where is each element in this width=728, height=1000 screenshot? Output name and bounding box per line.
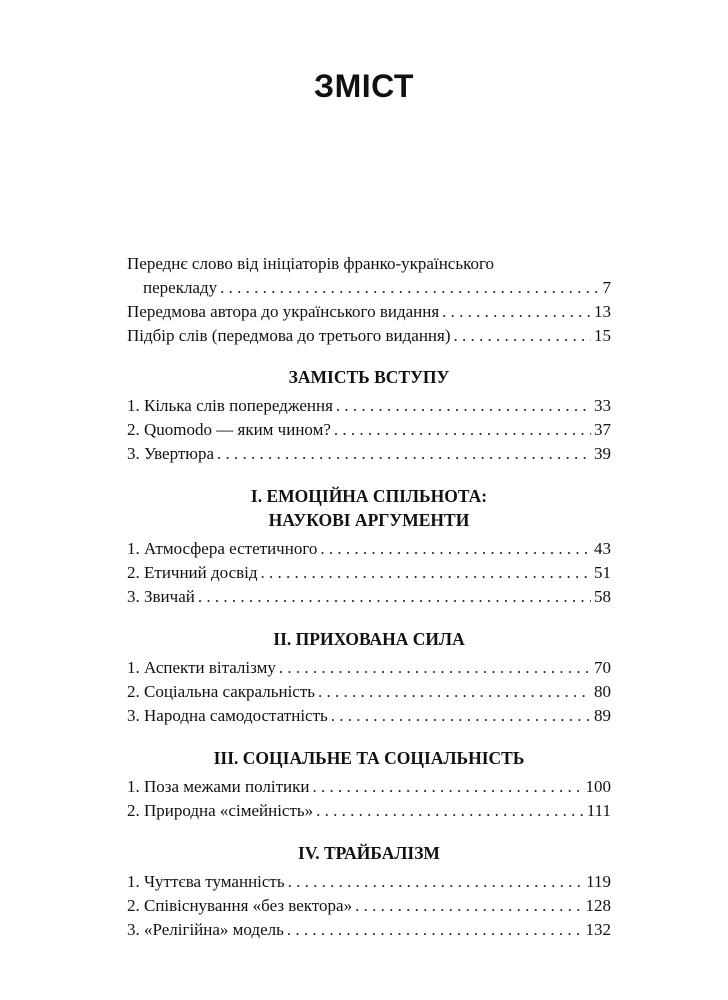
toc-entry-label: 1. Кілька слів попередження: [127, 396, 333, 415]
dot-leader: [279, 656, 591, 680]
dot-leader: [442, 300, 591, 324]
toc-entry-page: 51: [594, 563, 611, 582]
toc-entry[interactable]: [127, 656, 611, 680]
section-heading-line: III. СОЦІАЛЬНЕ ТА СОЦІАЛЬНІСТЬ: [213, 748, 525, 768]
toc-entry[interactable]: [127, 799, 611, 823]
section-heading-line: IV. ТРАЙБАЛІЗМ: [298, 843, 440, 863]
dot-leader: [355, 894, 582, 918]
toc-entry[interactable]: [127, 418, 611, 442]
toc-entry-page: 111: [586, 801, 611, 820]
toc-entry[interactable]: [127, 918, 611, 942]
toc-entry-page: 15: [594, 326, 611, 345]
toc-entry-label: 3. Увертюра: [127, 444, 215, 463]
toc-entry-author-preface[interactable]: [127, 300, 611, 324]
toc-entry-label: 1. Аспекти віталізму: [127, 658, 276, 677]
dot-leader: [320, 537, 591, 561]
toc-entry-page: 70: [594, 658, 611, 677]
toc-entry-label: Підбір слів (передмова до третього видання): [127, 326, 451, 345]
dot-leader: [312, 775, 582, 799]
toc-entry[interactable]: [127, 894, 611, 918]
section-heading-line: НАУКОВІ АРГУМЕНТИ: [268, 510, 470, 530]
section-heading: [127, 627, 611, 651]
toc-entry[interactable]: [127, 442, 611, 466]
table-of-contents: [127, 252, 611, 942]
dot-leader: [316, 799, 584, 823]
section-heading-line: ЗАМІСТЬ ВСТУПУ: [288, 367, 450, 387]
toc-entry-page: 7: [602, 278, 611, 297]
dot-leader: [220, 276, 599, 300]
section-heading: [127, 365, 611, 389]
page-title: ЗМІСТ: [314, 68, 414, 104]
dot-leader: [217, 442, 591, 466]
toc-entry-label: 1. Поза межами політики: [127, 777, 310, 796]
section-heading: [127, 746, 611, 770]
toc-entry[interactable]: [127, 870, 611, 894]
toc-entry-page: 132: [585, 920, 611, 939]
section-heading-line: II. ПРИХОВАНА СИЛА: [273, 629, 465, 649]
toc-entry-label: 1. Атмосфера естетичного: [127, 539, 318, 558]
toc-entry-page: 89: [594, 706, 611, 725]
toc-entry-label: 2. Етичний досвід: [127, 563, 258, 582]
toc-entry-label: 2. Соціальна сакральність: [127, 682, 316, 701]
toc-entry[interactable]: [127, 704, 611, 728]
toc-entry-foreword[interactable]: [127, 252, 611, 300]
section-heading: [127, 841, 611, 865]
toc-entry-page: 13: [594, 302, 611, 321]
toc-entry-label: 1. Чуттєва туманність: [127, 872, 285, 891]
toc-entry-page: 43: [594, 539, 611, 558]
dot-leader: [454, 324, 592, 348]
toc-entry-label-continued: перекладу: [143, 278, 218, 297]
toc-entry[interactable]: [127, 585, 611, 609]
toc-entry-page: 80: [594, 682, 611, 701]
toc-entry-page: 39: [594, 444, 611, 463]
dot-leader: [261, 561, 591, 585]
toc-entry-word-selection[interactable]: [127, 324, 611, 348]
dot-leader: [318, 680, 591, 704]
section-heading-line: I. ЕМОЦІЙНА СПІЛЬНОТА:: [250, 486, 488, 506]
dot-leader: [336, 394, 591, 418]
toc-entry[interactable]: [127, 775, 611, 799]
toc-entry-label: 2. Quomodo — яким чином?: [127, 420, 331, 439]
dot-leader: [198, 585, 591, 609]
toc-entry-label: Переднє слово від ініціаторів франко-українського: [127, 254, 495, 273]
toc-entry[interactable]: [127, 561, 611, 585]
dot-leader: [287, 918, 583, 942]
toc-entry-label: 3. Звичай: [127, 587, 195, 606]
dot-leader: [288, 870, 584, 894]
toc-entry-label: 2. Співіснування «без вектора»: [127, 896, 353, 915]
toc-entry-page: 58: [594, 587, 611, 606]
toc-entry-page: 100: [585, 777, 611, 796]
toc-entry[interactable]: [127, 680, 611, 704]
toc-entry[interactable]: [127, 394, 611, 418]
toc-entry-label: 3. «Релігійна» модель: [127, 920, 284, 939]
toc-entry-page: 119: [586, 872, 611, 891]
dot-leader: [331, 704, 591, 728]
dot-leader: [334, 418, 591, 442]
toc-entry-label: 2. Природна «сімейність»: [127, 801, 314, 820]
toc-entry-page: 33: [594, 396, 611, 415]
toc-entry-page: 128: [585, 896, 611, 915]
toc-entry-label: 3. Народна самодостатність: [127, 706, 328, 725]
section-heading: [127, 484, 611, 532]
toc-entry-label: Передмова автора до українського видання: [127, 302, 440, 321]
toc-entry-page: 37: [594, 420, 611, 439]
toc-entry[interactable]: [127, 537, 611, 561]
